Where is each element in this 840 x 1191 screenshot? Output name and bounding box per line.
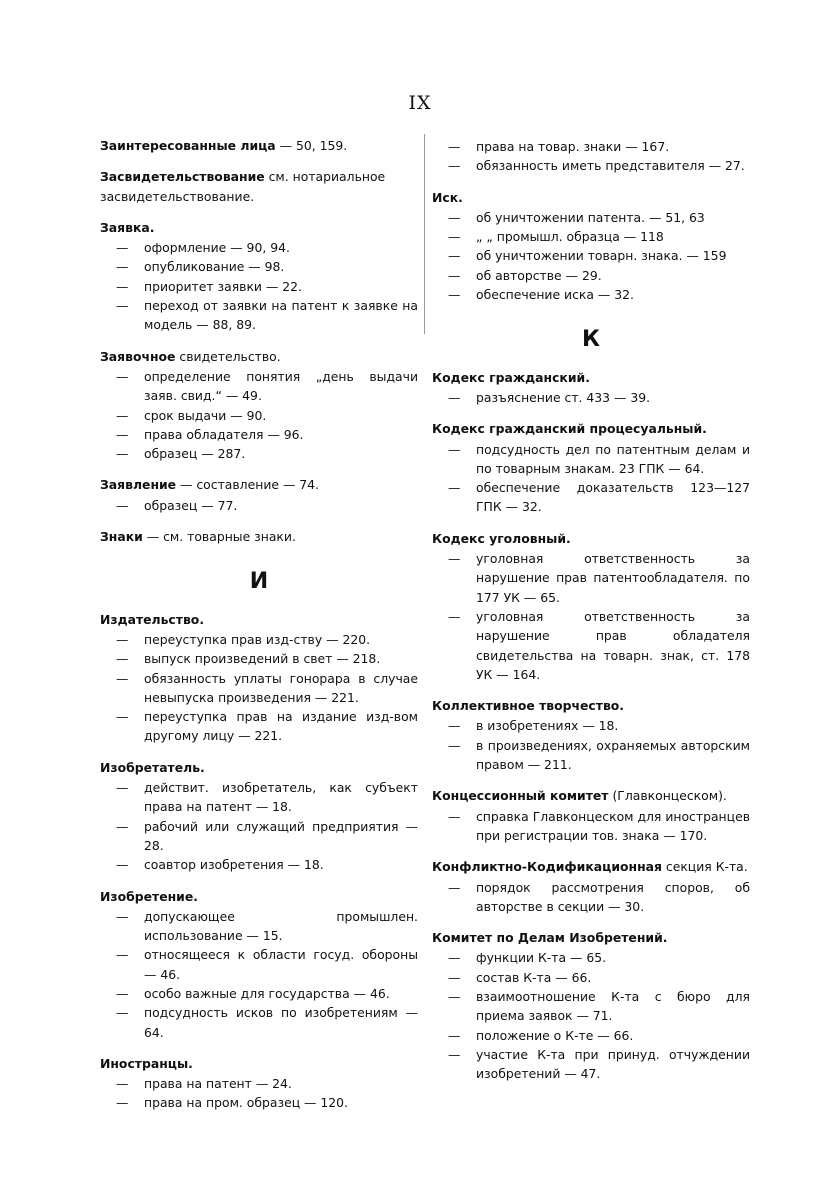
dash-marker: — (448, 480, 461, 496)
entry-heading-line (100, 610, 418, 629)
sub-entry-text: срок выдачи — 90. (144, 407, 267, 423)
sub-entry-text: права на товар. знаки — 167. (476, 139, 670, 154)
sub-entry-text: уголовная ответственность за нарушение прав обладателя свидетельства на товарн. знак, ст. 178 УК — 164. (476, 608, 750, 682)
entry-heading-rest: — составление — 74. (176, 477, 319, 493)
sub-entry-text: относящееся к области госуд. обороны — 46. (144, 947, 418, 982)
index-entry (432, 368, 750, 408)
sub-entry (100, 778, 418, 817)
sub-entry (432, 716, 750, 735)
sub-entry (432, 736, 750, 775)
index-column-right (432, 136, 750, 1095)
sub-entry (432, 156, 750, 175)
sub-entry-list (432, 549, 750, 684)
sub-entry (432, 440, 750, 479)
dash-marker: — (448, 808, 461, 824)
sub-entry-text: подсудность дел по патентным делам и по товарным знакам. 23 ГПК — 64. (476, 441, 750, 476)
dash-marker: — (116, 1005, 129, 1021)
sub-entry-list (100, 907, 418, 1042)
sub-entry (100, 1093, 418, 1112)
dash-marker: — (448, 158, 461, 174)
dash-marker: — (116, 709, 129, 725)
dash-marker: — (448, 608, 461, 624)
sub-entry (432, 137, 750, 156)
sub-entry-text: рабочий или служащий предприятия — 28. (144, 818, 418, 853)
dash-marker: — (448, 879, 461, 895)
index-entry (432, 928, 750, 1083)
entry-heading-line (432, 188, 750, 207)
sub-entry-list (432, 716, 750, 774)
sub-entry-text: права на пром. образец — 120. (144, 1095, 348, 1111)
dash-marker: — (448, 248, 461, 264)
entry-heading-line (100, 758, 418, 777)
sub-entry (432, 948, 750, 967)
sub-entry-text: образец — 77. (144, 497, 238, 513)
sub-entry-text: функции К-та — 65. (476, 950, 607, 966)
sub-entry-text: обязанность уплаты гонорара в случае невыпуска произведения — 221. (144, 670, 418, 705)
dash-marker: — (448, 551, 461, 567)
index-entry (432, 419, 750, 516)
sub-entry-list (432, 807, 750, 846)
sub-entry-list (100, 778, 418, 874)
sub-entry (432, 285, 750, 304)
dash-marker: — (116, 259, 129, 275)
dash-marker: — (448, 389, 461, 405)
entry-heading: Засвидетельствование (100, 169, 265, 185)
entry-heading-rest: (Главконцеском). (608, 788, 727, 804)
entry-heading-line (100, 475, 418, 494)
entry-heading-line (100, 527, 418, 546)
sub-entry-text: „ „ промышл. образца — 118 (476, 229, 664, 245)
sub-entry (100, 907, 418, 946)
sub-entry (432, 388, 750, 407)
entry-heading: Знаки (100, 529, 143, 545)
sub-entry-text: права на патент — 24. (144, 1076, 292, 1092)
entry-heading-rest: секция К-та. (661, 859, 748, 875)
entry-heading-line (432, 529, 750, 548)
dash-marker: — (116, 651, 129, 667)
sub-entry (100, 630, 418, 649)
entry-heading: Кодекс гражданский процесуальный. (432, 421, 707, 437)
entry-heading-rest: — см. товарные знаки. (142, 529, 296, 545)
sub-entry-list (432, 878, 750, 917)
dash-marker: — (448, 267, 461, 283)
sub-entry-text: допускающее промышлен. использование — 15. (144, 908, 418, 944)
entry-heading-line (100, 1054, 418, 1073)
entry-heading-line (100, 218, 418, 237)
index-entry (100, 527, 418, 546)
index-entry (100, 758, 418, 875)
sub-entry-text: в произведениях, охраняемых авторским правом — 211. (476, 737, 750, 773)
index-entry (432, 188, 750, 305)
index-entry (100, 218, 418, 335)
index-entry (432, 857, 750, 916)
sub-entry-text: справка Главконцеском для иностранцев при регистрации тов. знака — 170. (476, 808, 751, 843)
index-entry (100, 610, 418, 746)
sub-entry (432, 549, 750, 607)
dash-marker: — (448, 718, 461, 734)
entry-heading: Конфликтно-Кодификационная (432, 859, 662, 875)
sub-entry-text: разъяснение ст. 433 — 39. (476, 389, 651, 405)
sub-entry (100, 496, 418, 515)
entry-heading-rest: см. нотариальное засвидетельствование. (100, 169, 386, 204)
dash-marker: — (116, 818, 129, 834)
entry-heading: Комитет по Делам Изобретений. (432, 930, 668, 946)
entry-heading-rest: — 50, 159. (275, 138, 348, 153)
sub-entry-list (100, 238, 418, 334)
dash-marker: — (116, 298, 129, 314)
dash-marker: — (448, 737, 461, 753)
sub-entry (100, 1074, 418, 1093)
sub-entry-text: оформление — 90, 94. (144, 240, 290, 256)
sub-entry (100, 817, 418, 856)
sub-entry-list (432, 948, 750, 1083)
entry-heading: Коллективное творчество. (432, 698, 625, 714)
sub-entry-list (432, 137, 750, 176)
dash-marker: — (116, 780, 129, 796)
dash-marker: — (116, 857, 129, 873)
dash-marker: — (116, 278, 129, 294)
index-entry (100, 1054, 418, 1113)
dash-marker: — (116, 446, 129, 462)
dash-marker: — (448, 988, 461, 1004)
sub-entry (100, 707, 418, 746)
sub-entry-text: об авторстве — 29. (476, 267, 602, 283)
dash-marker: — (448, 287, 461, 303)
sub-entry (432, 478, 750, 517)
sub-entry-text: образец — 287. (144, 446, 246, 462)
dash-marker: — (116, 1095, 129, 1111)
index-entry (100, 136, 418, 155)
sub-entry-text: об уничтожении патента. — 51, 63 (476, 209, 705, 225)
dash-marker: — (116, 985, 129, 1001)
sub-entry-text: особо важные для государства — 46. (144, 985, 390, 1001)
entry-heading: Концессионный комитет (432, 788, 609, 804)
sub-entry (432, 807, 750, 846)
sub-entry (100, 649, 418, 668)
sub-entry (100, 984, 418, 1003)
sub-entry-text: переуступка прав на издание изд-вом другому лицу — 221. (144, 709, 418, 744)
sub-entry (432, 607, 750, 684)
sub-entry-text: уголовная ответственность за нарушение прав патентообладателя. по 177 УК — 65. (476, 551, 750, 605)
dash-marker: — (116, 670, 129, 686)
sub-entry-text: подсудность исков по изобретениям — 64. (144, 1005, 418, 1040)
sub-entry-text: положение о К-те — 66. (476, 1027, 634, 1043)
sub-entry-text: обязанность иметь представителя — 27. (476, 158, 745, 174)
sub-entry (432, 266, 750, 285)
dash-marker: — (116, 426, 129, 442)
sub-entry-text: права обладателя — 96. (144, 426, 304, 442)
sub-entry-text: переуступка прав изд-ству — 220. (144, 631, 371, 647)
section-letter: К (582, 327, 600, 353)
dash-marker: — (116, 947, 129, 963)
sub-entry-list (100, 367, 418, 463)
sub-entry-text: выпуск произведений в свет — 218. (144, 651, 381, 667)
dash-marker: — (448, 441, 461, 457)
sub-entry (432, 968, 750, 987)
dash-marker: — (116, 240, 129, 256)
entry-heading: Заинтересованные лица (100, 138, 276, 153)
entry-heading-rest: свидетельство. (175, 348, 281, 364)
sub-entry-text: обеспечение иска — 32. (476, 287, 634, 303)
sub-entry (100, 855, 418, 874)
dash-marker: — (116, 631, 129, 647)
entry-heading: Издательство. (100, 611, 205, 627)
entry-heading-line (432, 368, 750, 387)
index-entry (432, 696, 750, 774)
sub-entry (100, 296, 418, 335)
sub-entry-text: действит. изобретатель, как субъект права на патент — 18. (144, 780, 418, 815)
dash-marker: — (116, 497, 129, 513)
entry-heading-line (100, 167, 418, 206)
dash-marker: — (116, 908, 129, 924)
sub-entry-text: в изобретениях — 18. (476, 718, 619, 734)
dash-marker: — (116, 407, 129, 423)
sub-entry (100, 444, 418, 463)
sub-entry (432, 1045, 750, 1084)
dash-marker: — (448, 139, 461, 154)
sub-entry-list (100, 1074, 418, 1113)
sub-entry (100, 367, 418, 406)
sub-entry-list (100, 630, 418, 746)
entry-heading-line (432, 419, 750, 438)
sub-entry (100, 277, 418, 296)
entry-heading: Изобретение. (100, 888, 198, 904)
entry-heading-line (432, 696, 750, 715)
section-letter: И (249, 569, 269, 595)
dash-marker: — (448, 969, 461, 985)
index-entry (432, 137, 750, 176)
dash-marker: — (448, 950, 461, 966)
sub-entry-text: приоритет заявки — 22. (144, 278, 302, 294)
entry-heading: Заявление (100, 477, 177, 493)
dash-marker: — (448, 1027, 461, 1043)
dash-marker: — (116, 1076, 129, 1092)
sub-entry-text: соавтор изобретения — 18. (144, 857, 324, 873)
entry-heading-line (432, 857, 750, 876)
sub-entry-text: переход от заявки на патент к заявке на модель — 88, 89. (144, 298, 418, 333)
entry-heading: Изобретатель. (100, 759, 205, 775)
entry-heading-line (100, 136, 418, 155)
entry-heading: Кодекс гражданский. (432, 369, 590, 385)
entry-heading-line (100, 887, 418, 906)
sub-entry-list (432, 440, 750, 517)
sub-entry (100, 238, 418, 257)
index-column-left (100, 136, 418, 1125)
dash-marker: — (448, 229, 461, 245)
dash-marker: — (116, 368, 129, 384)
sub-entry-text: взаимоотношение К-та с бюро для приема заявок — 71. (476, 988, 750, 1024)
sub-entry (100, 425, 418, 444)
column-divider (424, 134, 425, 334)
sub-entry-list (100, 496, 418, 515)
index-entry (100, 347, 418, 464)
sub-entry (100, 945, 418, 984)
entry-heading-line (432, 928, 750, 947)
sub-entry-list (432, 208, 750, 304)
sub-entry-text: обеспечение доказательств 123—127 ГПК — 32. (476, 480, 750, 515)
sub-entry (432, 227, 750, 246)
entry-heading: Кодекс уголовный. (432, 530, 571, 546)
index-entry (432, 529, 750, 684)
sub-entry-text: определение понятия „день выдачи заяв. свид.“ — 49. (144, 368, 418, 404)
sub-entry (432, 246, 750, 265)
sub-entry-text: участие К-та при принуд. отчуждении изобретений — 47. (476, 1046, 750, 1082)
sub-entry-text: опубликование — 98. (144, 259, 285, 275)
sub-entry (100, 669, 418, 708)
page-number: IX (408, 92, 432, 114)
entry-heading: Заявка. (100, 219, 155, 235)
dash-marker: — (448, 1046, 461, 1062)
sub-entry-text: порядок рассмотрения споров, об авторстве в секции — 30. (476, 879, 750, 914)
sub-entry (100, 257, 418, 276)
sub-entry (100, 1003, 418, 1042)
sub-entry (432, 1026, 750, 1045)
sub-entry-text: состав К-та — 66. (476, 969, 592, 985)
entry-heading: Иностранцы. (100, 1055, 193, 1071)
dash-marker: — (448, 209, 461, 225)
index-entry (100, 167, 418, 206)
sub-entry (432, 878, 750, 917)
sub-entry (432, 987, 750, 1026)
entry-heading-line (100, 347, 418, 366)
entry-heading-line (432, 786, 750, 805)
index-entry (100, 887, 418, 1042)
index-entry (432, 786, 750, 845)
entry-heading: Иск. (432, 189, 463, 205)
index-entry (100, 475, 418, 515)
sub-entry-list (432, 388, 750, 407)
sub-entry (100, 406, 418, 425)
sub-entry (432, 208, 750, 227)
entry-heading: Заявочное (100, 348, 176, 364)
sub-entry-text: об уничтожении товарн. знака. — 159 (476, 248, 727, 264)
